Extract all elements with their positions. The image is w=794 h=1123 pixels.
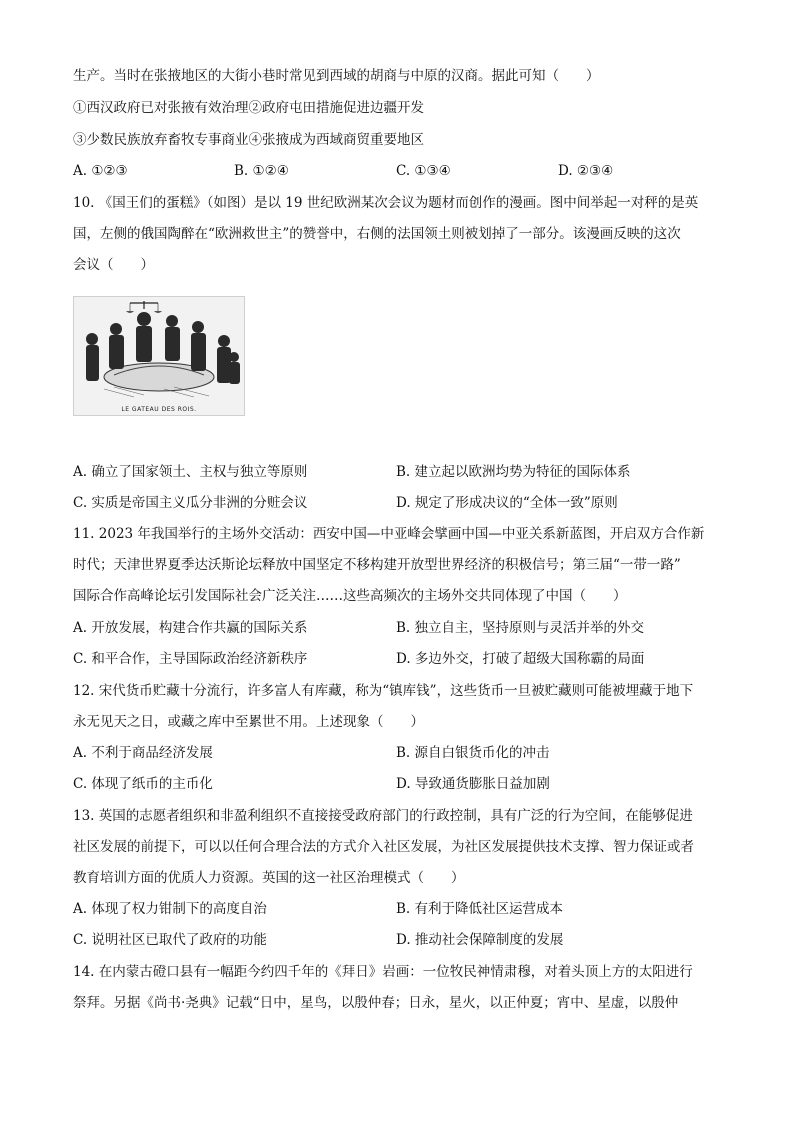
q12-stem-line-1: 12. 宋代货币贮藏十分流行，许多富人有库藏，称为“镇库钱”，这些货币一旦被贮藏则可能被埋藏于地下 <box>73 683 694 699</box>
q9-option-b[interactable]: B. ①②④ <box>234 163 289 179</box>
q10-option-a[interactable]: A. 确立了国家领土、主权与独立等原则 <box>73 464 308 480</box>
q9-statements-2: ③少数民族放弃畜牧专事商业④张掖成为西域商贸重要地区 <box>73 132 424 148</box>
q11-stem-line-1: 11. 2023 年我国举行的主场外交活动：西安中国—中亚峰会擘画中国—中亚关系新蓝图，开启双方合作新 <box>73 526 705 542</box>
q14-stem-line-1: 14. 在内蒙古磴口县有一幅距今约四千年的《拜日》岩画：一位牧民神情肃穆，对着头顶上方的太阳进行 <box>73 964 693 980</box>
q12-stem-line-2: 永无见天之日，或藏之库中至累世不用。上述现象（ ） <box>73 714 424 730</box>
cartoon-caption: LE GATEAU DES ROIS. <box>121 406 197 413</box>
q13-option-c[interactable]: C. 说明社区已取代了政府的功能 <box>73 932 267 948</box>
q11-stem-line-2: 时代；天津世界夏季达沃斯论坛释放中国坚定不移构建开放型世界经济的积极信号；第三届“一带一路” <box>73 557 681 573</box>
q11-option-c[interactable]: C. 和平合作，主导国际政治经济新秩序 <box>73 651 308 667</box>
q11-stem-line-3: 国际合作高峰论坛引发国际社会广泛关注……这些高频次的主场外交共同体现了中国（ ） <box>73 588 627 604</box>
kings-cake-cartoon-image <box>73 296 245 416</box>
q11-option-b[interactable]: B. 独立自主，坚持原则与灵活并举的外交 <box>396 620 645 636</box>
q10-stem-line-1: 10. 《国王们的蛋糕》（如图）是以 19 世纪欧洲某次会议为题材而创作的漫画。图中间举起一对秤的是英 <box>73 195 699 211</box>
q13-option-d[interactable]: D. 推动社会保障制度的发展 <box>396 932 564 948</box>
q13-stem-line-2: 社区发展的前提下，可以以任何合理合法的方式介入社区发展，为社区发展提供技术支撑、智力保证或者 <box>73 839 694 855</box>
q12-option-d[interactable]: D. 导致通货膨胀日益加剧 <box>396 776 550 792</box>
q10-option-d[interactable]: D. 规定了形成决议的“全体一致”原则 <box>396 495 618 511</box>
q10-option-c[interactable]: C. 实质是帝国主义瓜分非洲的分赃会议 <box>73 495 308 511</box>
q11-option-a[interactable]: A. 开放发展，构建合作共赢的国际关系 <box>73 620 308 636</box>
cartoon-illustration <box>74 297 244 415</box>
q12-option-b[interactable]: B. 源自白银货币化的冲击 <box>396 745 550 761</box>
q9-statements-1: ①西汉政府已对张掖有效治理②政府屯田措施促进边疆开发 <box>73 100 424 116</box>
q12-option-c[interactable]: C. 体现了纸币的主币化 <box>73 776 213 792</box>
q13-stem-line-3: 教育培训方面的优质人力资源。英国的这一社区治理模式（ ） <box>73 870 465 886</box>
q10-stem-line-2: 国，左侧的俄国陶醉在“欧洲救世主”的赞誉中，右侧的法国领土则被划掉了一部分。该漫画反映的这次 <box>73 226 681 242</box>
q9-option-a[interactable]: A. ①②③ <box>73 163 128 179</box>
q13-option-a[interactable]: A. 体现了权力钳制下的高度自治 <box>73 901 267 917</box>
q9-stem-tail: 生产。当时在张掖地区的大街小巷时常见到西域的胡商与中原的汉商。据此可知（ ） <box>73 68 600 84</box>
q9-option-d[interactable]: D. ②③④ <box>558 163 614 179</box>
q14-stem-line-2: 祭拜。另据《尚书·尧典》记载“日中，星鸟，以殷仲春；日永，星火，以正仲夏；宵中、星虚，以殷仲 <box>73 995 679 1011</box>
q11-option-d[interactable]: D. 多边外交，打破了超级大国称霸的局面 <box>396 651 645 667</box>
q10-stem-line-3: 会议（ ） <box>73 257 154 273</box>
q13-option-b[interactable]: B. 有利于降低社区运营成本 <box>396 901 564 917</box>
q13-stem-line-1: 13. 英国的志愿者组织和非盈利组织不直接接受政府部门的行政控制，具有广泛的行为空间，在能够促进 <box>73 808 693 824</box>
q10-option-b[interactable]: B. 建立起以欧洲均势为特征的国际体系 <box>396 464 631 480</box>
q12-option-a[interactable]: A. 不利于商品经济发展 <box>73 745 213 761</box>
q9-option-c[interactable]: C. ①③④ <box>396 163 451 179</box>
